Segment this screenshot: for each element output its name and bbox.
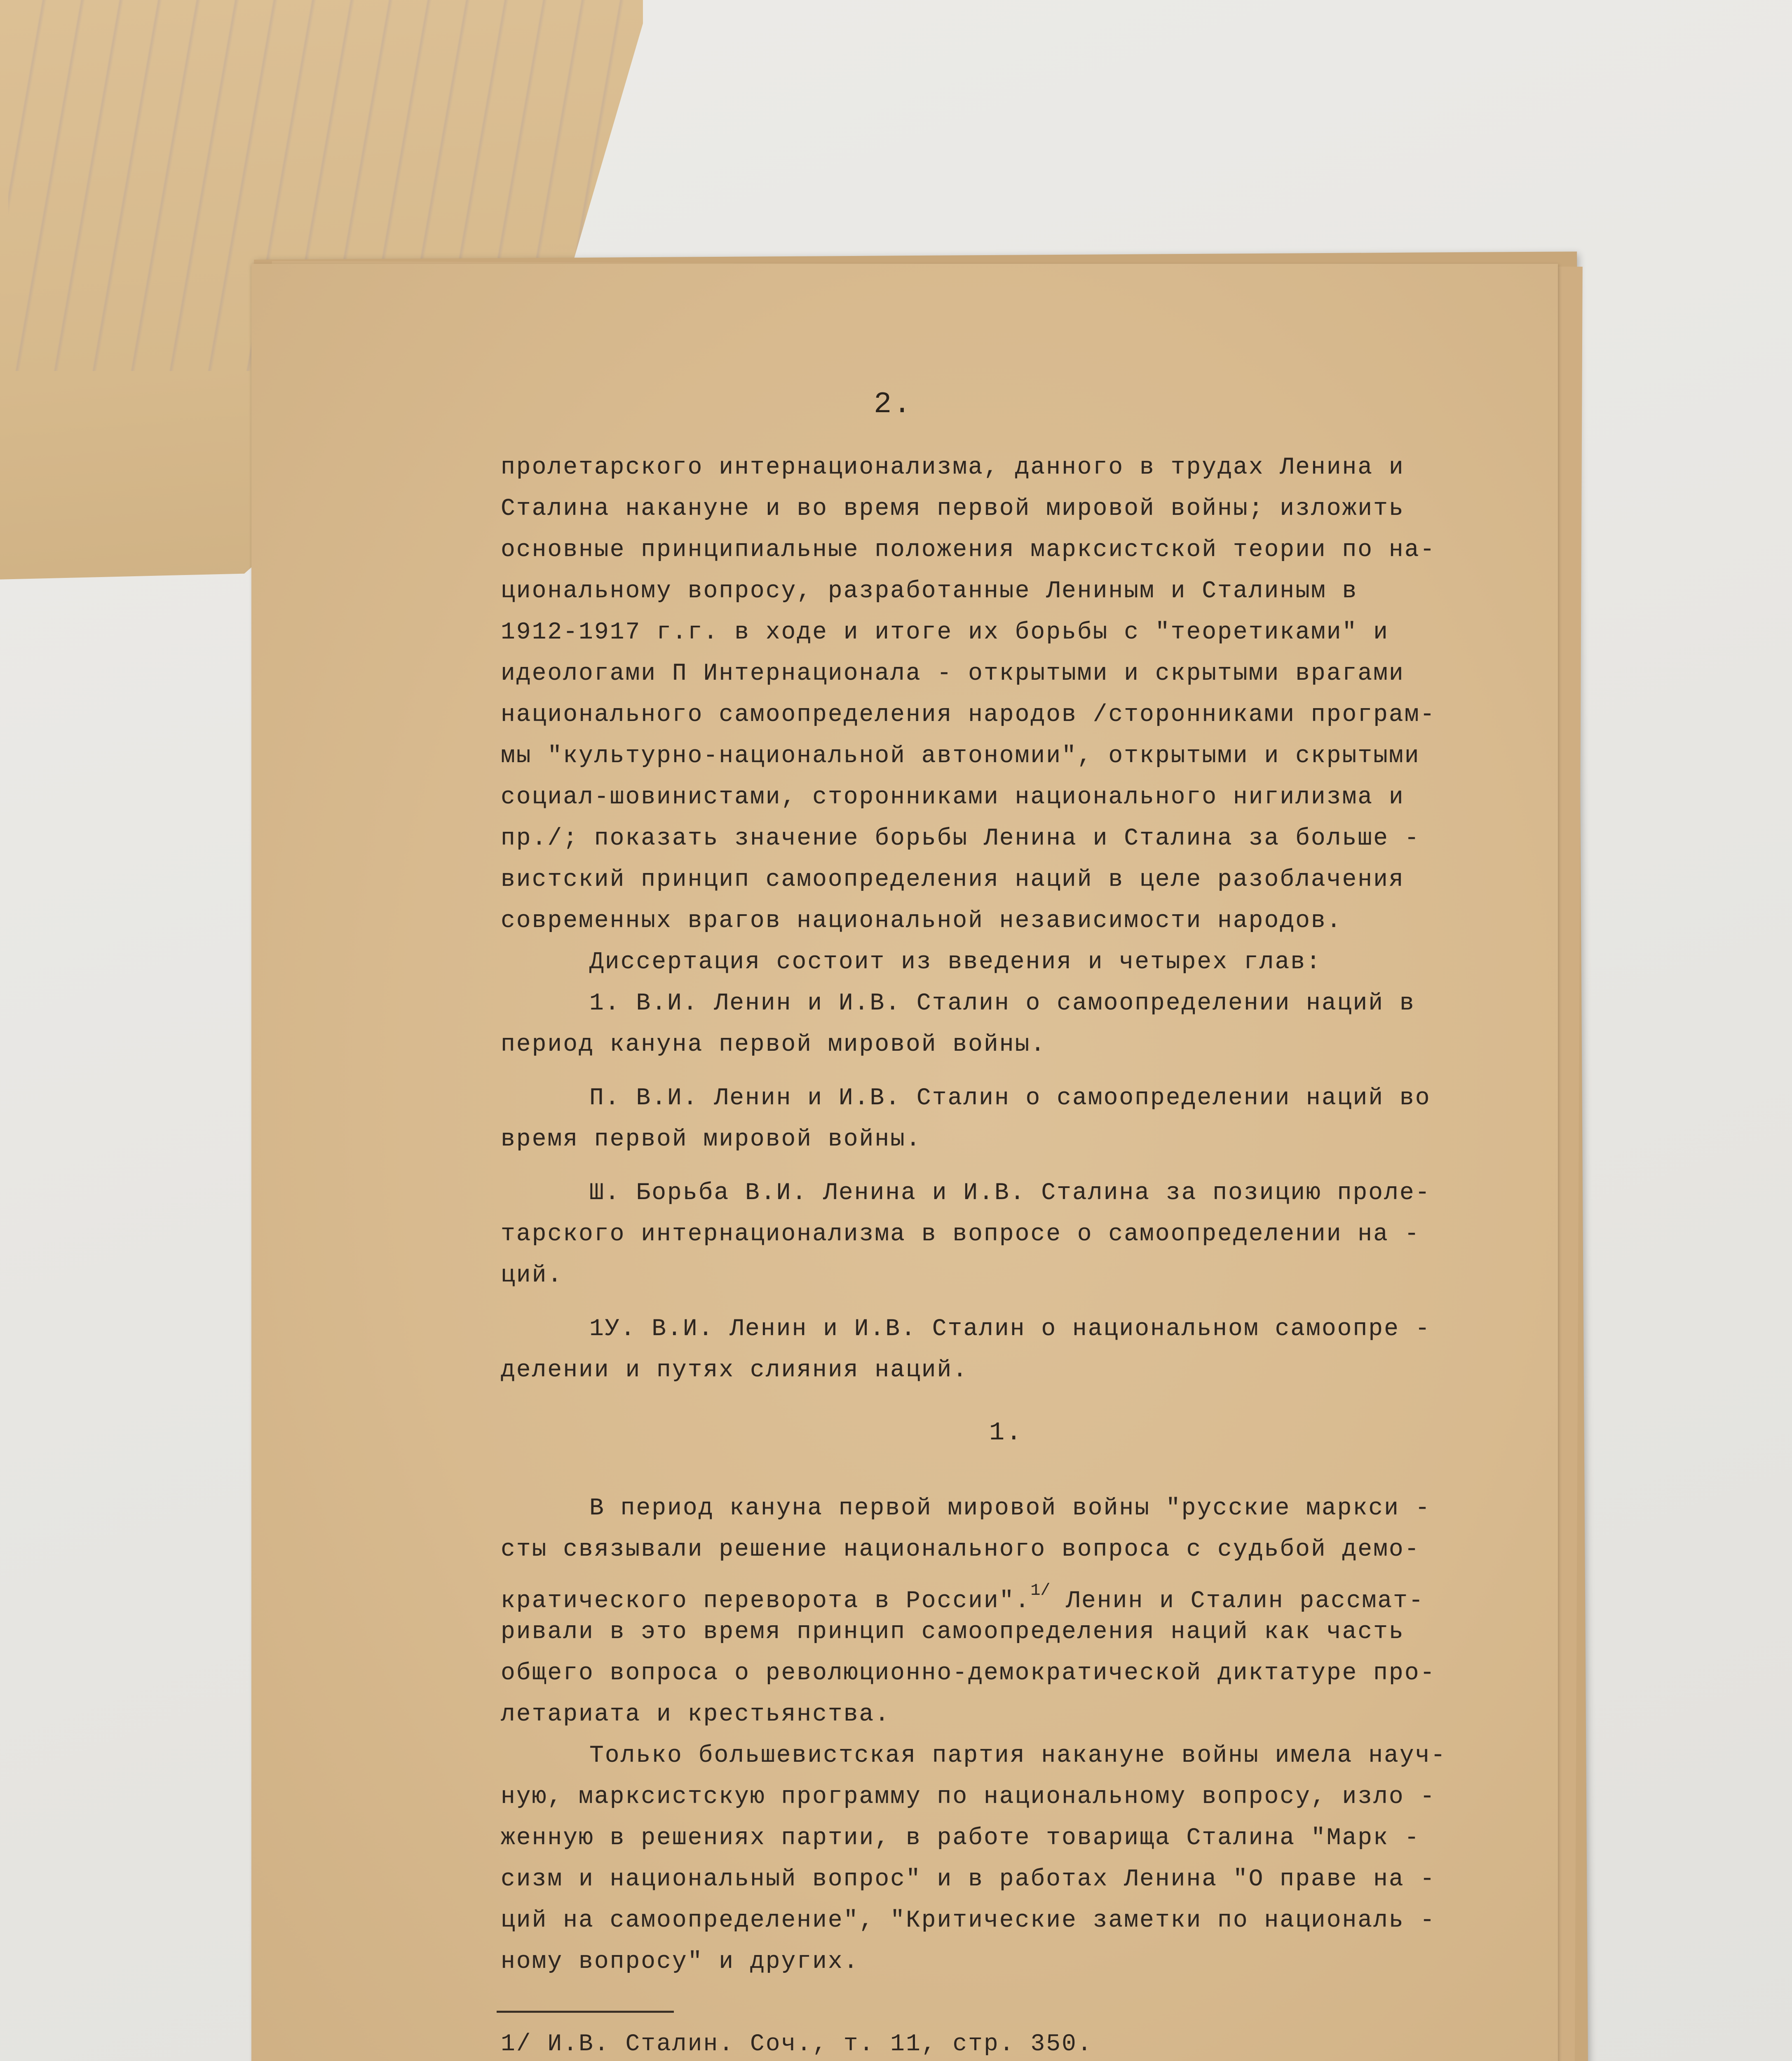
- text-line: пролетарского интернационализма, данного в трудах Ленина и: [501, 454, 1405, 481]
- text-line: общего вопроса о революционно-демократической диктатуре про-: [501, 1660, 1436, 1687]
- text-fragment: кратического переворота в России".: [501, 1588, 1031, 1612]
- text-line: сты связывали решение национального вопроса с судьбой демо-: [501, 1536, 1420, 1563]
- text-line: [501, 1570, 1506, 1612]
- text-line: женную в решениях партии, в работе товарища Сталина "Марк -: [501, 1825, 1420, 1852]
- body-paragraph-1: [501, 1488, 1506, 1735]
- footnote-divider: [497, 2011, 674, 2013]
- text-line: идеологами П Интернационала - открытыми и скрытыми врагами: [501, 660, 1405, 687]
- text-line: Диссертация состоит из введения и четырех глав:: [589, 949, 1322, 976]
- page-number: 2.: [874, 387, 913, 421]
- text-line: пр./; показать значение борьбы Ленина и Сталина за больше -: [501, 825, 1420, 852]
- structure-intro: [501, 942, 1506, 983]
- text-line: Сталина накануне и во время первой мировой войны; изложить: [501, 495, 1405, 522]
- text-line: период кануна первой мировой войны.: [501, 1031, 1046, 1058]
- body-paragraph-2: [501, 1735, 1506, 1983]
- text-line: основные принципиальные положения марксистской теории по на-: [501, 537, 1436, 563]
- text-line: сизм и национальный вопрос" и в работах Ленина "О праве на -: [501, 1866, 1436, 1893]
- chapter-heading: 1.: [989, 1418, 1023, 1447]
- text-line: циональному вопросу, разработанные Лениным и Сталиным в: [501, 578, 1358, 605]
- text-fragment: Ленин и Сталин рассмат-: [1066, 1588, 1424, 1612]
- text-line: вистский принцип самоопределения наций в целе разоблачения: [501, 866, 1405, 893]
- text-line: 1У. В.И. Ленин и И.В. Сталин о национальном самоопре -: [589, 1316, 1431, 1343]
- text-line: 1912-1917 г.г. в ходе и итоге их борьбы с "теоретиками" и: [501, 619, 1389, 646]
- text-line: ций на самоопределение", "Критические заметки по националь -: [501, 1907, 1436, 1934]
- text-line: 1. В.И. Ленин и И.В. Сталин о самоопределении наций в: [589, 990, 1415, 1017]
- text-line: социал-шовинистами, сторонниками национального нигилизма и: [501, 784, 1405, 811]
- text-line: летариата и крестьянства.: [501, 1701, 891, 1728]
- text-line: ную, марксистскую программу по национальному вопросу, изло -: [501, 1784, 1436, 1810]
- text-line: ривали в это время принцип самоопределения наций как часть: [501, 1619, 1405, 1646]
- intro-paragraph: [501, 447, 1506, 942]
- chapter-3-entry: [501, 1173, 1506, 1296]
- footnote-marker: 1/: [1030, 1582, 1051, 1600]
- chapter-1-entry: [501, 983, 1506, 1066]
- text-line: национального самоопределения народов /сторонниками програм-: [501, 702, 1436, 728]
- text-line: Только большевистская партия накануне войны имела науч-: [589, 1742, 1447, 1769]
- text-line: современных врагов национальной независимости народов.: [501, 908, 1342, 934]
- chapter-2-entry: [501, 1078, 1506, 1160]
- chapter-4-entry: [501, 1309, 1506, 1391]
- text-line: П. В.И. Ленин и И.В. Сталин о самоопределении наций во: [589, 1085, 1431, 1112]
- text-line: время первой мировой войны.: [501, 1126, 922, 1153]
- text-line: В период кануна первой мировой войны "русские маркси -: [589, 1495, 1431, 1522]
- text-line: мы "культурно-национальной автономии", открытыми и скрытыми: [501, 743, 1420, 770]
- text-line: ному вопросу" и других.: [501, 1948, 859, 1975]
- text-line: тарского интернационализма в вопросе о самоопределении на -: [501, 1221, 1420, 1248]
- text-line: ций.: [501, 1262, 563, 1289]
- text-line: делении и путях слияния наций.: [501, 1357, 969, 1384]
- text-line: Ш. Борьба В.И. Ленина и И.В. Сталина за позицию проле-: [589, 1180, 1431, 1207]
- footnote: 1/ И.В. Сталин. Соч., т. 11, стр. 350.: [501, 2031, 1093, 2058]
